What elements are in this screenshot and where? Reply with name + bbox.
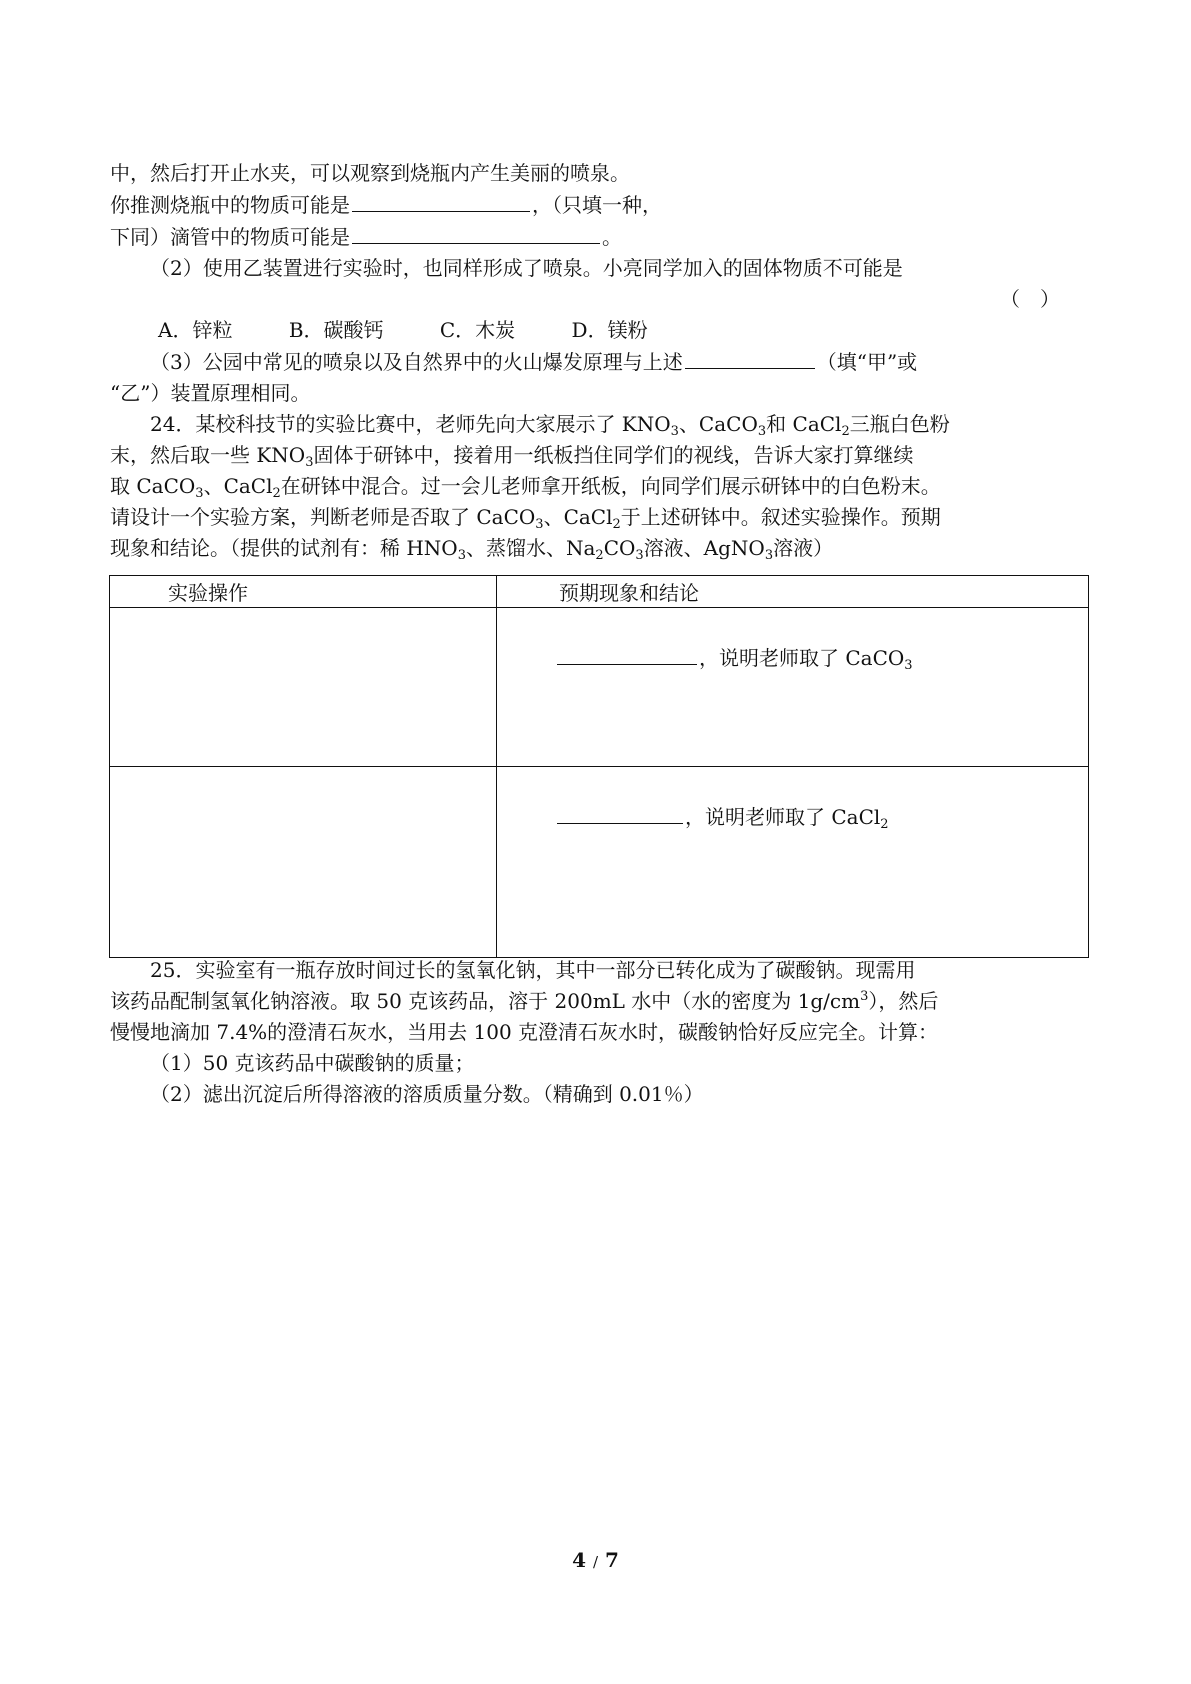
option-b[interactable]: B．碳酸钙 [288,318,384,342]
q23-part2: （2）使用乙装置进行实验时，也同样形成了喷泉。小亮同学加入的固体物质不可能是 [150,256,903,280]
operation-cell-cacl2[interactable] [110,767,497,958]
q25-part1: （1）50 克该药品中碳酸钠的质量； [150,1051,475,1075]
q25-line2: 该药品配制氢氧化钠溶液。取 50 克该药品，溶于 200mL 水中（水的密度为 $1g/cm^3$），然后 [110,989,939,1013]
q23-line1: 中，然后打开止水夹，可以观察到烧瓶内产生美丽的喷泉。 [110,161,630,185]
experiment-table [109,575,1089,958]
page-number: 4 / 7 [572,1548,619,1572]
q23-part2-answer-paren[interactable]: （ ） [1000,287,1060,311]
question-23-continued [110,158,1090,564]
table-header-row [110,576,1089,608]
q23-line3: 下同）滴管中的物质可能是 。 [110,221,1090,253]
header-result: 预期现象和结论 [497,576,1089,608]
table-row [110,767,1089,958]
q23-part3: （3）公园中常见的喷泉以及自然界中的火山爆发原理与上述 （填“甲”或 [110,346,1090,378]
header-operation: 实验操作 [110,576,497,608]
q24-line4: 请设计一个实验方案，判断老师是否取了 CaCO$_3$、CaCl$_2$于上述研钵中。叙述实验操作。预期 [110,505,941,532]
operation-cell-caco3[interactable] [110,608,497,767]
q24-line1: 24．某校科技节的实验比赛中，老师先向大家展示了 $KNO_3$、CaCO$_3$和 CaCl$_2$三瓶白色粉 [150,412,950,439]
table-row [110,608,1089,767]
result-cell-cacl2: ，说明老师取了 CaCl$_2$ [497,767,1089,958]
q25-line1: 25．实验室有一瓶存放时间过长的氢氧化钠，其中一部分已转化成为了碳酸钠。现需用 [150,958,916,982]
q25-part2: （2）滤出沉淀后所得溶液的溶质质量分数。（精确到 0.01％） [150,1082,704,1106]
question-25 [110,955,1090,1110]
answer-blank-flask[interactable] [352,189,530,212]
answer-blank-device[interactable] [685,346,815,369]
q24-line5: 现象和结论。（提供的试剂有：稀 $HNO_3$、蒸馏水、$Na_2CO_3$溶液、AgNO$_3$溶液） [110,536,834,563]
option-a[interactable]: A．锌粒 [158,318,233,342]
q23-options [110,315,1090,346]
result-cell-caco3: ，说明老师取了 CaCO$_3$ [497,608,1089,767]
answer-blank-cacl2[interactable] [557,801,683,824]
q23-part3-line2: “乙”）装置原理相同。 [110,381,311,405]
answer-blank-caco3[interactable] [557,642,697,665]
q23-line2: 你推测烧瓶中的物质可能是 ，（只填一种， [110,189,1090,221]
option-d[interactable]: D．镁粉 [571,318,648,342]
q24-line3: 取 CaCO$_3$、CaCl$_2$在研钵中混合。过一会儿老师拿开纸板，向同学们展示研钵中的白色粉末。 [110,474,941,501]
option-c[interactable]: C．木炭 [439,318,516,342]
q25-line3: 慢慢地滴加 7.4%的澄清石灰水，当用去 100 克澄清石灰水时，碳酸钠恰好反应完全。计算： [110,1020,939,1044]
answer-blank-dropper[interactable] [352,221,600,244]
q24-line2: 末，然后取一些 $KNO_3$固体于研钵中，接着用一纸板挡住同学们的视线，告诉大家打算继续 [110,443,914,470]
